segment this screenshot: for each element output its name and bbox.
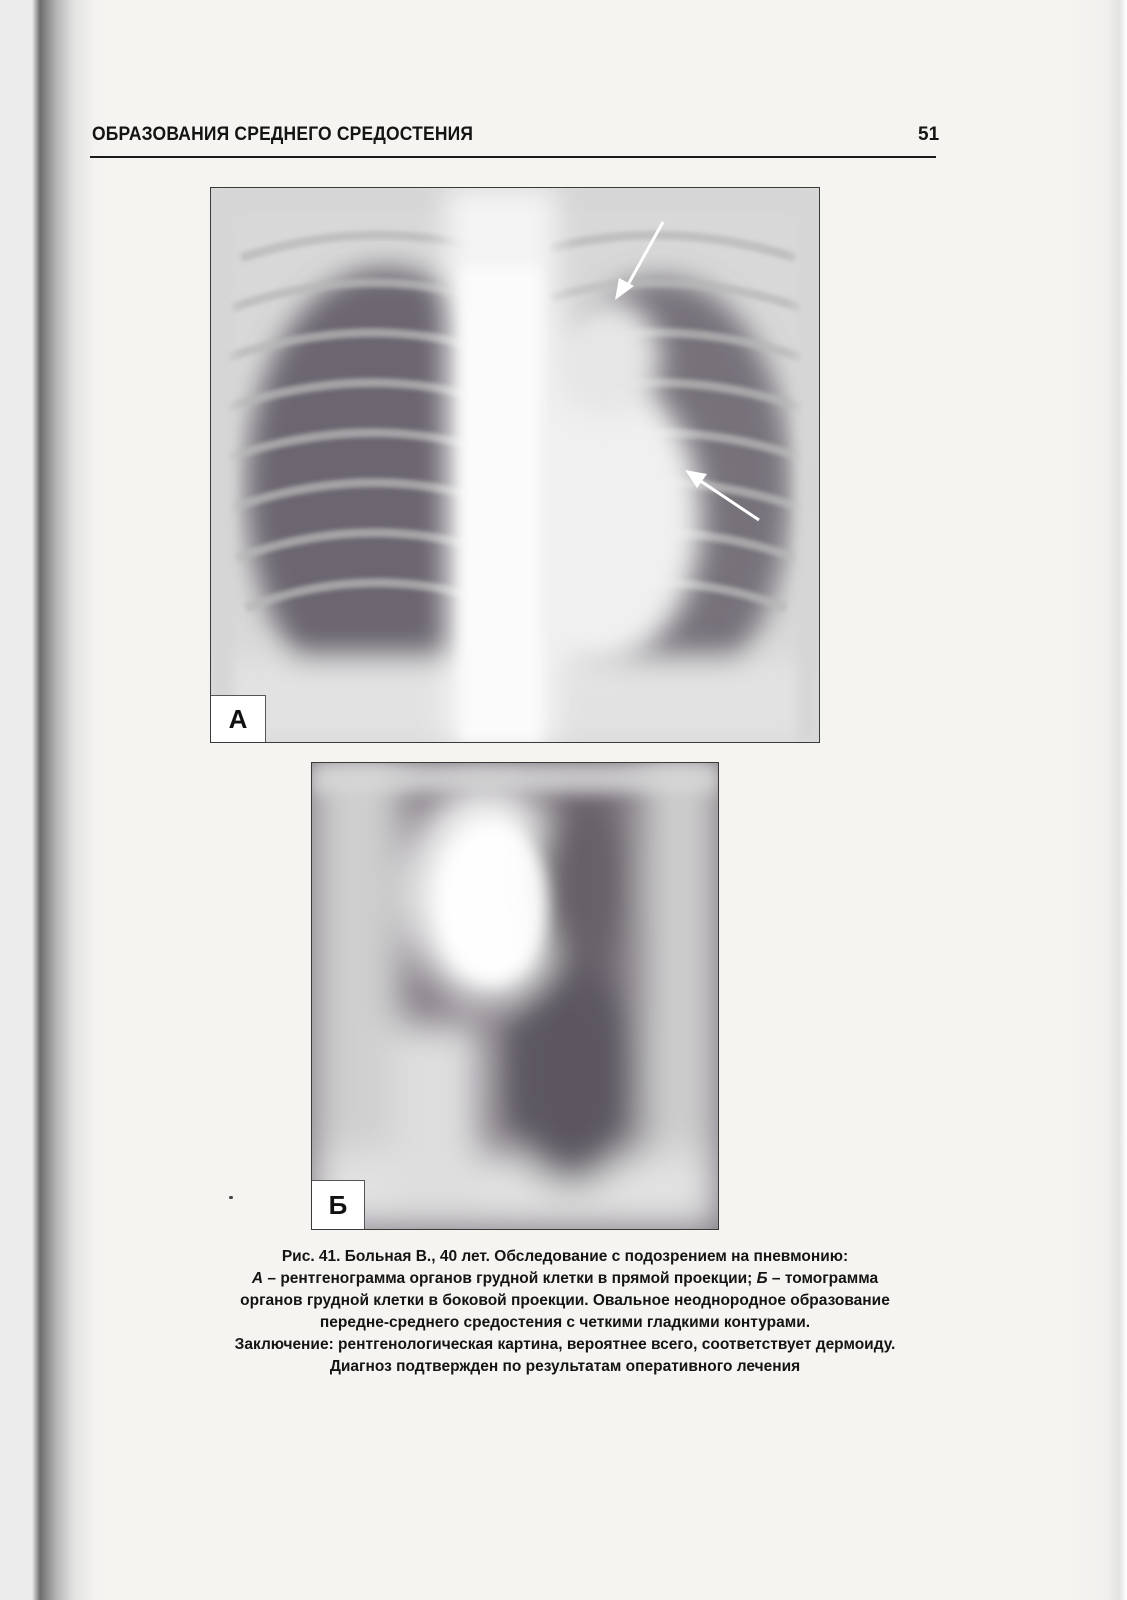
- figure-a-label: А: [211, 695, 266, 742]
- caption-line-5: Заключение: рентгенологическая картина, вероятнее всего, соответствует дермоиду.: [234, 1336, 896, 1353]
- page-binding-shadow: [0, 0, 110, 1600]
- caption-line-1: Рис. 41. Больная В., 40 лет. Обследование с подозрением на пневмонию:: [281, 1248, 849, 1265]
- tomogram-image: [312, 763, 718, 1229]
- figure-a-chest-xray: [210, 187, 820, 743]
- header-rule: [90, 156, 936, 158]
- figure-b-label: Б: [312, 1180, 365, 1229]
- chest-xray-image: [211, 188, 819, 742]
- caption-ref-a: А: [251, 1270, 264, 1287]
- caption-line-6: Диагноз подтвержден по результатам оперативного лечения: [329, 1358, 801, 1375]
- figure-caption: [110, 1246, 1020, 1378]
- caption-line-2: [110, 1268, 1020, 1290]
- print-speck: [229, 1196, 233, 1199]
- caption-ref-b: Б: [756, 1270, 768, 1287]
- caption-line-4: передне-среднего средостения с четкими гладкими контурами.: [319, 1314, 811, 1331]
- caption-text-a: – рентгенограмма органов грудной клетки в прямой проекции;: [263, 1270, 757, 1287]
- figure-b-tomogram: [311, 762, 719, 1230]
- page-number: 51: [918, 124, 940, 145]
- caption-line-3: органов грудной клетки в боковой проекции. Овальное неоднородное образование: [240, 1292, 890, 1309]
- caption-text-b: – томограмма: [767, 1270, 879, 1287]
- page-edge-shadow: [1067, 0, 1127, 1600]
- running-header-title: ОБРАЗОВАНИЯ СРЕДНЕГО СРЕДОСТЕНИЯ: [92, 124, 474, 145]
